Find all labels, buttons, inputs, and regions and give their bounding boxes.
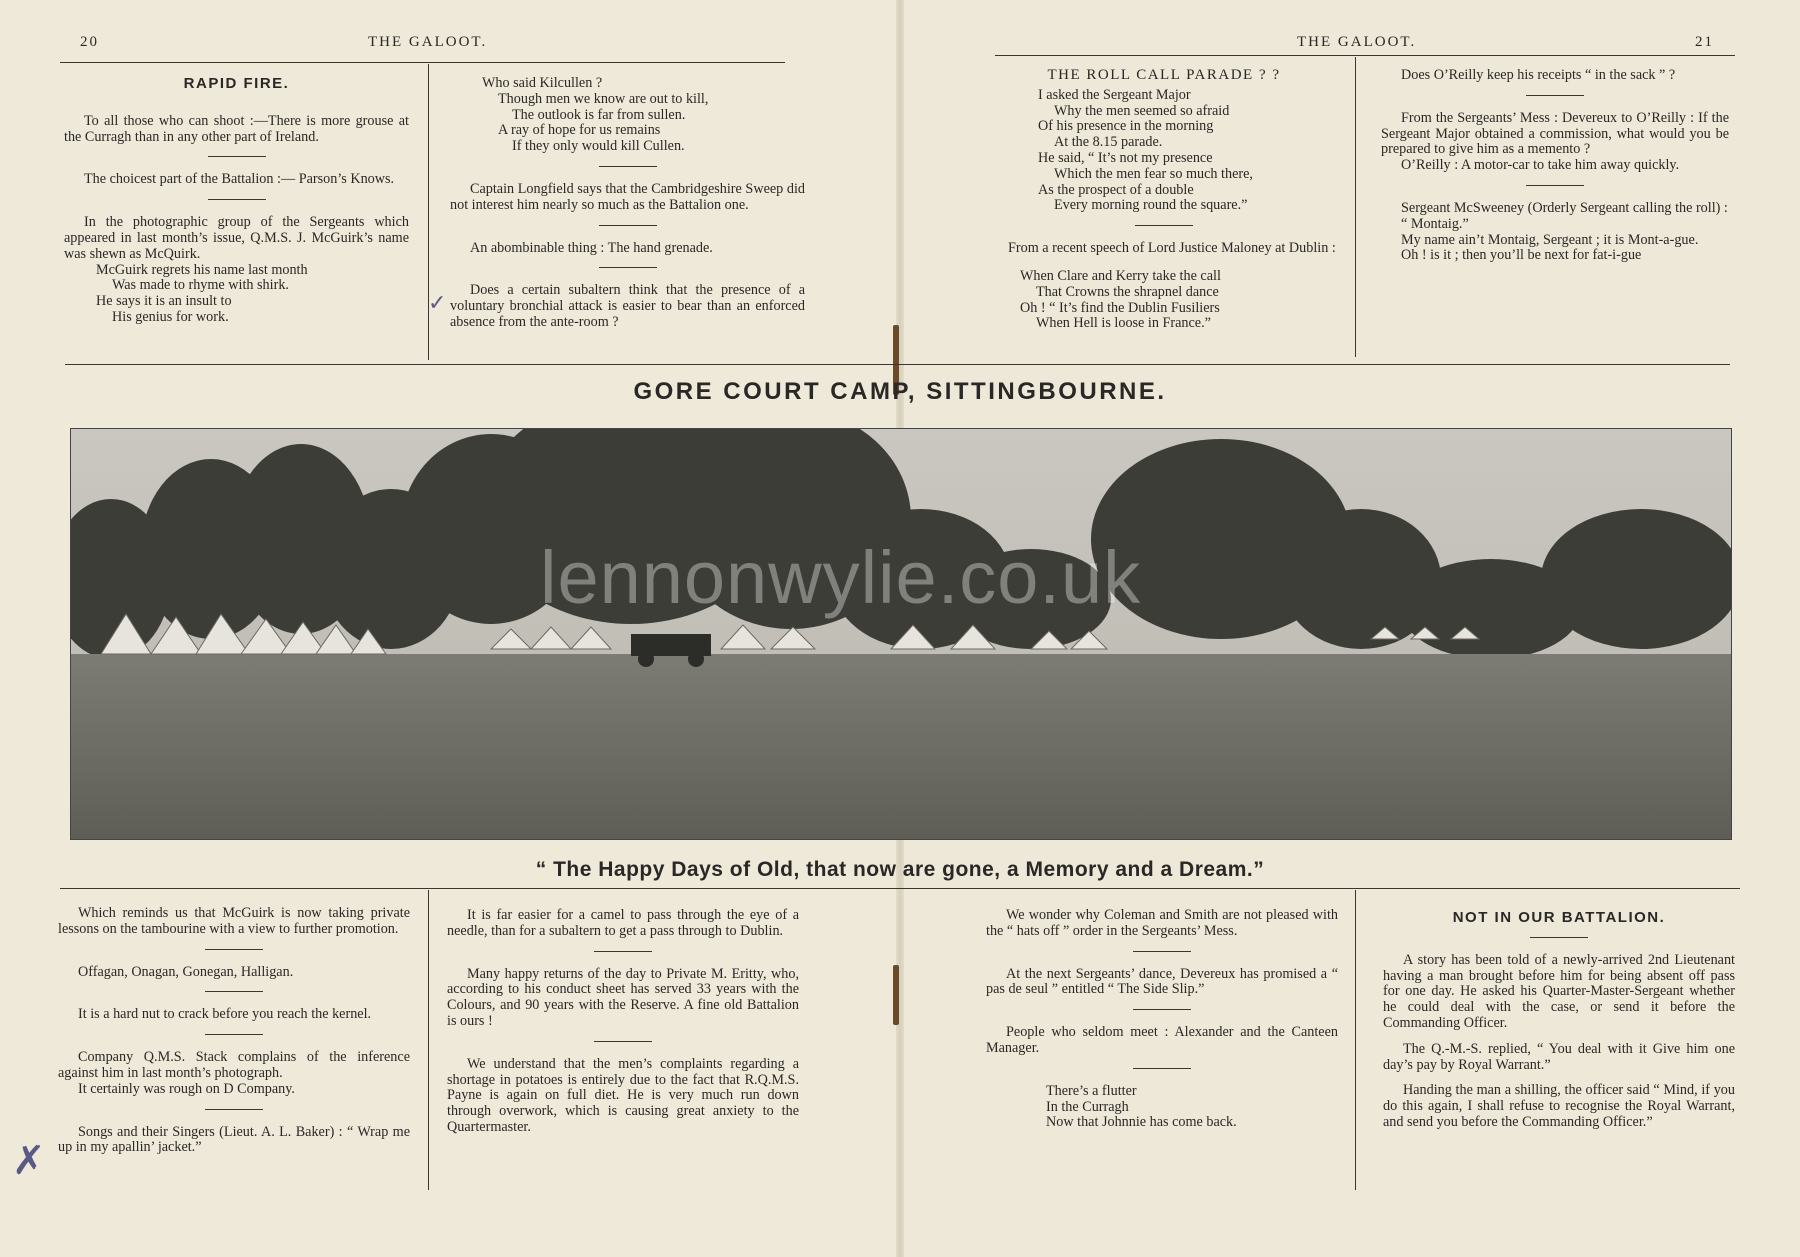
- paragraph: From a recent speech of Lord Justice Maloney at Dublin :: [1008, 240, 1336, 257]
- column-mcguirk: [58, 906, 410, 1156]
- paragraph: O’Reilly : A motor-car to take him away quickly.: [1401, 157, 1680, 174]
- verse-line: Why the men seemed so afraid: [1054, 102, 1230, 119]
- column-sergeants-mess: [986, 908, 1338, 1131]
- separator: [208, 156, 266, 157]
- verse-line: Every morning round the square.”: [1054, 197, 1248, 214]
- paragraph: Which reminds us that McGuirk is now taking private lessons on the tambourine with a view to further promotion.: [58, 905, 410, 937]
- paragraph: At the next Sergeants’ dance, Devereux has promised a “ pas de seul ” entitled “ The Side Slip.”: [986, 965, 1338, 998]
- paragraph: The Q.-M.-S. replied, “ You deal with it Give him one day’s pay by Royal Warrant.”: [1383, 1040, 1735, 1073]
- separator: [205, 1034, 263, 1035]
- column-rapid-fire: [64, 76, 409, 326]
- paragraph: In the photographic group of the Sergeants which appeared in last month’s issue, Q.M.S. J. McGuirk’s name was shewn as McQuirk.: [64, 214, 409, 262]
- verse-line: Now that Johnnie has come back.: [1046, 1114, 1237, 1131]
- header-rule-right: [995, 55, 1735, 56]
- paragraph: A story has been told of a newly-arrived 2nd Lieutenant having a man brought before him for being absent off pass for one day. He asked his Quarter-Master-Sergeant whether he could deal with the case, or send it before the Commanding Officer.: [1383, 951, 1735, 1031]
- heading-rapid-fire: RAPID FIRE.: [183, 75, 290, 92]
- paragraph: It is a hard nut to crack before you reach the kernel.: [78, 1006, 372, 1023]
- paragraph: People who seldom meet : Alexander and the Canteen Manager.: [986, 1024, 1338, 1056]
- verse-line: Who said Kilcullen ?: [482, 75, 603, 91]
- separator: [205, 1109, 263, 1110]
- separator: [1526, 95, 1584, 96]
- verse-line: A ray of hope for us remains: [498, 122, 661, 139]
- paragraph: Many happy returns of the day to Private M. Eritty, who, according to his conduct sheet has served 33 years with the Colours, and 90 years with the Reserve. A fine old Battalion is ours !: [447, 965, 799, 1029]
- right-running-title: THE GALOOT.: [1297, 34, 1417, 50]
- verse-line: Was made to rhyme with shirk.: [112, 277, 289, 294]
- verse-line: Of his presence in the morning: [1038, 118, 1214, 135]
- pencil-tick-mark: ✓: [428, 290, 447, 315]
- verse-line: That Crowns the shrapnel dance: [1036, 283, 1219, 300]
- verse-line: At the 8.15 parade.: [1054, 134, 1163, 151]
- separator: [1133, 951, 1191, 952]
- verse-line: I asked the Sergeant Major: [1038, 86, 1191, 103]
- photo-caption: “ The Happy Days of Old, that now are gone, a Memory and a Dream.”: [535, 858, 1265, 881]
- paragraph: It is far easier for a camel to pass through the eye of a needle, than for a subaltern to get a pass through to Dublin.: [447, 907, 799, 939]
- paragraph: We understand that the men’s complaints regarding a shortage in potatoes is entirely due to the fact that R.Q.M.S. Payne is again on full diet. He is very much run down through overwork, which is causing great anxiety to the Quartermaster.: [447, 1055, 799, 1135]
- paragraph: It certainly was rough on D Company.: [78, 1080, 295, 1097]
- separator: [594, 1041, 652, 1042]
- photo-title: GORE COURT CAMP, SITTINGBOURNE.: [633, 378, 1167, 405]
- paragraph: Sergeant McSweeney (Orderly Sergeant calling the roll) :: [1401, 199, 1728, 216]
- column-not-in-our-battalion: [1383, 910, 1735, 1131]
- paragraph: Songs and their Singers (Lieut. A. L. Baker) : “ Wrap me up in my apallin’ jacket.”: [58, 1123, 410, 1156]
- column-divider: [1355, 890, 1356, 1190]
- verse-line: In the Curragh: [1046, 1098, 1129, 1115]
- verse-line: Though men we know are out to kill,: [498, 90, 709, 107]
- paragraph: Does a certain subaltern think that the presence of a voluntary bronchial attack is easier to bear than an enforced absence from the ante-room ?: [450, 282, 805, 330]
- verse-line: His genius for work.: [112, 308, 229, 325]
- separator: [599, 166, 657, 167]
- verse-line: When Hell is loose in France.”: [1036, 315, 1211, 332]
- paragraph: Handing the man a shilling, the officer said “ Mind, if you do this again, I shall refuse to recognise the Royal Warrant, and send you before the Commanding Officer.”: [1383, 1082, 1735, 1130]
- caption-rule: [60, 888, 1740, 889]
- paragraph: To all those who can shoot :—There is more grouse at the Curragh than in any other part of Ireland.: [64, 112, 409, 145]
- separator: [208, 199, 266, 200]
- watermark: lennonwylie.co.uk: [540, 536, 1142, 619]
- paragraph: From the Sergeants’ Mess : Devereux to O’Reilly : If the Sergeant Major obtained a commission, what would you be prepared to give him as a memento ?: [1381, 109, 1729, 158]
- header-rule-left: [60, 62, 785, 63]
- separator: [205, 949, 263, 950]
- verse-line: As the prospect of a double: [1038, 181, 1194, 198]
- camp-photograph: [70, 428, 1732, 840]
- paragraph: The choicest part of the Battalion :— Parson’s Knows.: [84, 171, 395, 188]
- separator: [1133, 1068, 1191, 1069]
- paragraph: An abombinable thing : The hand grenade.: [470, 239, 713, 256]
- separator: [1133, 1009, 1191, 1010]
- column-roll-call: [988, 68, 1340, 332]
- paragraph: “ Montaig.”: [1401, 215, 1469, 232]
- verse-line: He said, “ It’s not my presence: [1038, 149, 1213, 166]
- heading-roll-call: THE ROLL CALL PARADE ? ?: [1047, 67, 1281, 83]
- verse-line: He says it is an insult to: [96, 293, 232, 310]
- staple-bottom: [893, 965, 899, 1025]
- separator: [594, 951, 652, 952]
- separator: [599, 267, 657, 268]
- column-mess-notes: [1381, 68, 1729, 264]
- column-divider: [428, 890, 429, 1190]
- paragraph: Oh ! is it ; then you’ll be next for fat-i-gue: [1401, 247, 1642, 264]
- verse-line: There’s a flutter: [1046, 1082, 1137, 1099]
- column-kilcullen: [450, 76, 805, 331]
- paragraph: Offagan, Onagan, Gonegan, Halligan.: [78, 963, 294, 980]
- separator: [1526, 185, 1584, 186]
- paragraph: Does O’Reilly keep his receipts “ in the sack ” ?: [1401, 67, 1676, 83]
- verse-line: If they only would kill Cullen.: [512, 138, 685, 155]
- separator: [1135, 225, 1193, 226]
- verse-line: Which the men fear so much there,: [1054, 165, 1253, 182]
- paragraph: We wonder why Coleman and Smith are not pleased with the “ hats off ” order in the Sergeants’ Mess.: [986, 907, 1338, 939]
- left-running-title: THE GALOOT.: [368, 34, 488, 50]
- camp-panorama-image: [71, 429, 1731, 839]
- separator: [1530, 937, 1588, 938]
- separator: [205, 991, 263, 992]
- verse-line: Oh ! “ It’s find the Dublin Fusiliers: [1020, 299, 1220, 316]
- column-camel: [447, 908, 799, 1136]
- verse-line: McGuirk regrets his name last month: [96, 261, 308, 278]
- verse-line: When Clare and Kerry take the call: [1020, 267, 1221, 284]
- heading-not-in-our-battalion: NOT IN OUR BATTALION.: [1452, 909, 1666, 926]
- separator: [599, 225, 657, 226]
- paragraph: Company Q.M.S. Stack complains of the inference against him in last month’s photograph.: [58, 1049, 410, 1081]
- section-rule: [65, 364, 1730, 365]
- paragraph: My name ain’t Montaig, Sergeant ; it is Mont-a-gue.: [1401, 231, 1699, 248]
- right-page-number: 21: [1695, 34, 1714, 50]
- column-divider: [1355, 57, 1356, 357]
- pencil-cross-mark: ✗: [12, 1139, 46, 1183]
- paragraph: Captain Longfield says that the Cambridgeshire Sweep did not interest him nearly so much as the Battalion one.: [450, 180, 805, 213]
- left-page-number: 20: [80, 34, 99, 50]
- verse-line: The outlook is far from sullen.: [512, 106, 686, 123]
